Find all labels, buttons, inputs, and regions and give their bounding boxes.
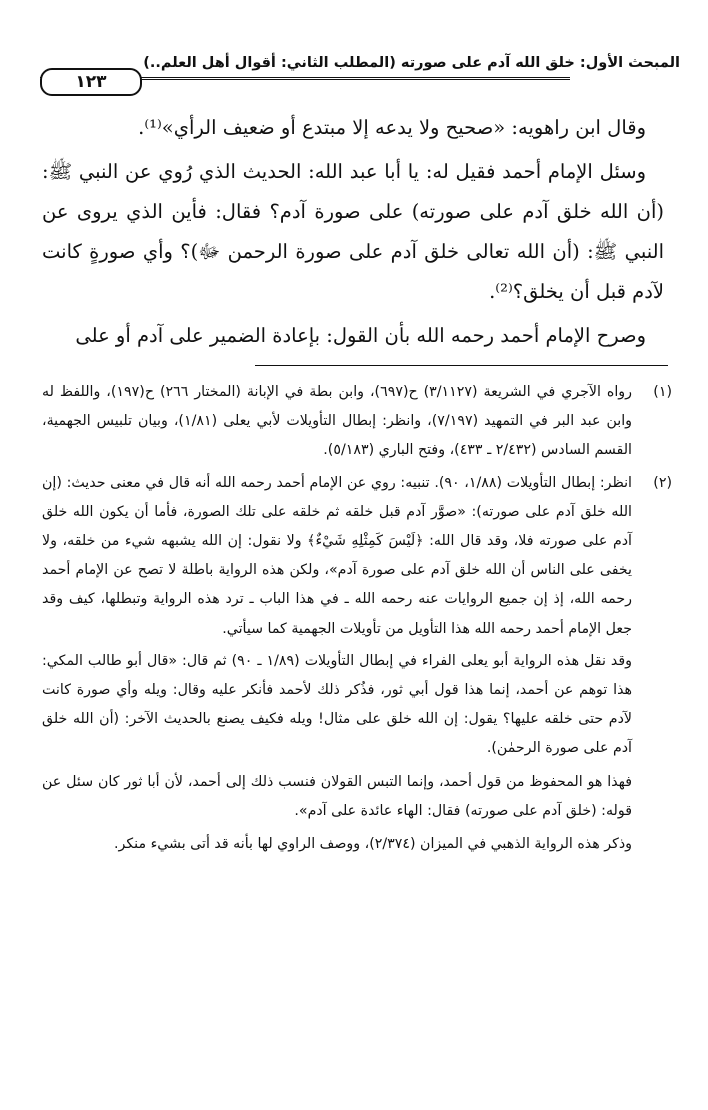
paragraph: وقال ابن راهويه: «صحيح ولا يدعه إلا مبتدع أو ضعيف الرأي»⁽¹⁾.	[138, 116, 646, 139]
page-number-badge: ١٢٣	[40, 68, 142, 96]
footnote-text: رواه الآجري في الشريعة (٣/١١٢٧) ح(٦٩٧)، وابن بطة في الإبانة (المختار ٢٦٦) ح(١٩٧)، واللفظ له وابن عبد البر في التمهيد (٧/١٩٧)، وانظر: إبطال التأويلات لأبي يعلى (١/٨١)، وبيان تلبيس الجهمية، القسم السادس (٢/٤٣٢ ـ ٤٣٣)، وفتح الباري (٥/١٨٣).	[42, 384, 632, 459]
running-title: المبحث الأول: خلق الله آدم على صورته (المطلب الثاني: أقوال أهل العلم..)	[143, 55, 680, 71]
page-header	[40, 55, 680, 93]
footnote-text: انظر: إبطال التأويلات (١/٨٨، ٩٠). تنبيه: روي عن الإمام أحمد رحمه الله أنه قال في معنى حديث: (إن الله خلق آدم على صورته): «صوَّر آدم قبل خلقه ثم خلقه على تلك الصورة، فأما أن يكون الله خلق آدم على صورته فلا، وقد قال الله: ﴿لَيْسَ كَمِثْلِهِ شَيْءٌ﴾ ولا نقول: إن الله يشبهه شيء من خلقه، ولا يخفى على الناس أن الله خلق آدم على صورة آدم»، ولكن هذه الرواية باطلة لا تصح عن الإمام أحمد رحمه الله، إذ إن جميع الروايات عنه رحمه الله ـ في هذا الباب ـ ترد هذه الرواية وتبطلها، كيف وقد جعل الإمام أحمد رحمه الله هذا التأويل من تأويلات الجهمية كما سيأتي.	[42, 474, 632, 637]
footnote-number: (١)	[653, 384, 672, 400]
footnote-continuation: وقد نقل هذه الرواية أبو يعلى الفراء في إبطال التأويلات (١/٨٩ ـ ٩٠) ثم قال: «قال أبو طالب المكي: هذا توهم عن أحمد، إنما هذا قول أبي ثور، فذُكر ذلك لأحمد فأنكر عليه وقال: ويله وأي صورة كانت لآدم حتى خلقه عليها؟ يقول: إن الله خلق على مثال! ويله فكيف يصنع بالحديث الآخر: (أن الله خلق آدم على صورة الرحمٰن).	[42, 652, 632, 757]
footnote-2	[42, 469, 672, 644]
paragraph: وسئل الإمام أحمد فقيل له: يا أبا عبد الله: الحديث الذي رُوي عن النبي ﷺ: (أن الله خلق آدم على صورته) على صورة آدم؟ فقال: فأين الذي يروى عن النبي ﷺ: (أن الله تعالى خلق آدم على صورة الرحمن ﷻ)؟ وأي صورةٍ كانت لآدم قبل أن يخلق؟⁽²⁾.	[42, 160, 664, 303]
footnote-continuation: وذكر هذه الرواية الذهبي في الميزان (٢/٣٧٤)، ووصف الراوي لها بأنه قد أتى بشيء منكر.	[114, 836, 632, 853]
main-text	[42, 108, 664, 360]
footnote-number: (٢)	[653, 474, 672, 491]
paragraph: وصرح الإمام أحمد رحمه الله بأن القول: بإعادة الضمير على آدم أو على	[75, 324, 646, 347]
footnote-1	[42, 378, 672, 466]
footnotes	[42, 378, 672, 863]
footnote-continuation: فهذا هو المحفوظ من قول أحمد، وإنما التبس القولان فنسب ذلك إلى أحمد، لأن أبا ثور كان سئل عن قوله: (خلق آدم على صورته) فقال: الهاء عائدة على آدم».	[42, 773, 632, 819]
footnote-separator	[255, 365, 668, 366]
